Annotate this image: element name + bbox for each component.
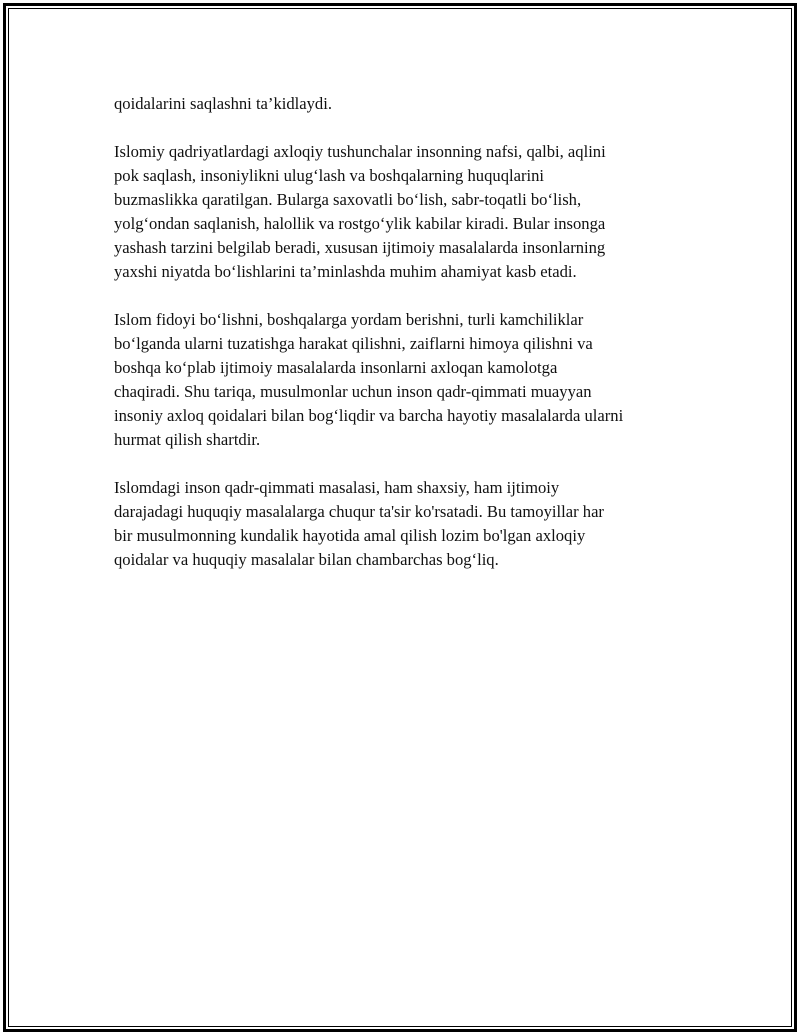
paragraph-2 (114, 140, 689, 284)
text-line: qoidalar va huquqiy masalalar bilan chambarchas bog‘liq. (114, 550, 499, 569)
text-line: darajadagi huquqiy masalalarga chuqur ta'sir ko'rsatadi. Bu tamoyillar har (114, 502, 604, 521)
text-line: Islom fidoyi bo‘lishni, boshqalarga yordam berishni, turli kamchiliklar (114, 310, 584, 329)
paragraph-1 (114, 92, 689, 116)
text-line: yolg‘ondan saqlanish, halollik va rostgo‘ylik kabilar kiradi. Bular insonga (114, 214, 606, 233)
text-line: hurmat qilish shartdir. (114, 430, 261, 449)
text-line: yashash tarzini belgilab beradi, xususan ijtimoiy masalalarda insonlarning (114, 238, 606, 257)
text-line: buzmaslikka qaratilgan. Bularga saxovatli bo‘lish, sabr-toqatli bo‘lish, (114, 190, 582, 209)
paragraph-3 (114, 308, 689, 452)
text-line: Islomiy qadriyatlardagi axloqiy tushunchalar insonning nafsi, qalbi, aqlini (114, 142, 606, 161)
text-line: boshqa ko‘plab ijtimoiy masalalarda insonlarni axloqan kamolotga (114, 358, 558, 377)
text-line: bir musulmonning kundalik hayotida amal qilish lozim bo'lgan axloqiy (114, 526, 586, 545)
text-line: pok saqlash, insoniylikni ulug‘lash va boshqalarning huquqlarini (114, 166, 545, 185)
document-body (114, 92, 689, 596)
text-line: Islomdagi inson qadr-qimmati masalasi, ham shaxsiy, ham ijtimoiy (114, 478, 560, 497)
text-line: bo‘lganda ularni tuzatishga harakat qilishni, zaiflarni himoya qilishni va (114, 334, 593, 353)
paragraph-4 (114, 476, 689, 572)
text-line: insoniy axloq qoidalari bilan bog‘liqdir va barcha hayotiy masalalarda ularni (114, 406, 624, 425)
text-line: yaxshi niyatda bo‘lishlarini ta’minlashda muhim ahamiyat kasb etadi. (114, 262, 577, 281)
text-line: chaqiradi. Shu tariqa, musulmonlar uchun inson qadr-qimmati muayyan (114, 382, 592, 401)
text-line: qoidalarini saqlashni ta’kidlaydi. (114, 94, 332, 113)
